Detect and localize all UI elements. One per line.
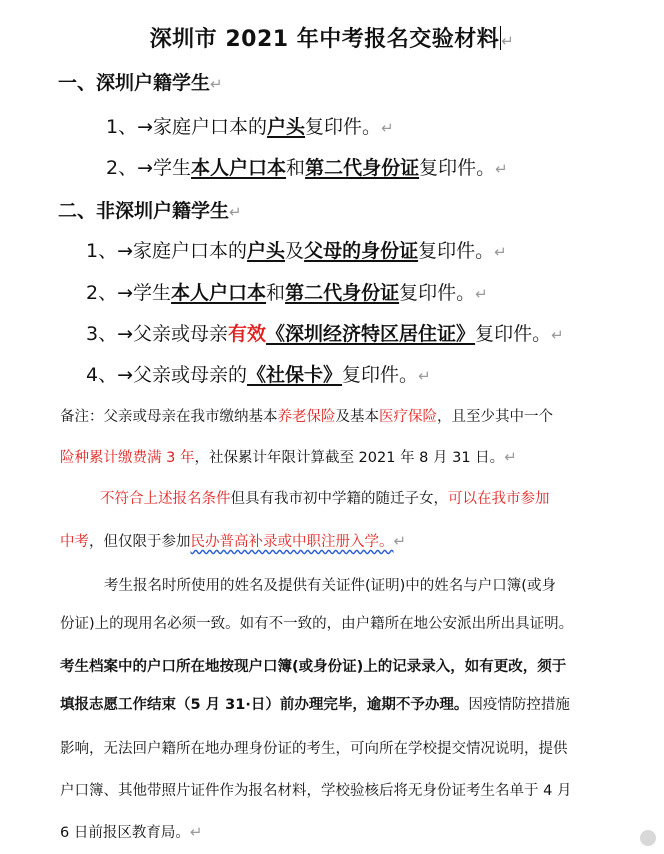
section1-item-1 (106, 112, 394, 139)
item-emphasis: 户头 (267, 116, 306, 138)
item-emphasis: 《深圳经济特区居住证》 (266, 323, 476, 345)
item-emphasis: 本人户口本 (171, 282, 267, 304)
para-text: 因疫情防控措施 (468, 697, 570, 713)
para-line-7 (60, 821, 202, 842)
document-title (0, 22, 664, 53)
para-bold-text: 日）前办理完毕，逾期不予办理。 (250, 697, 469, 713)
note-text: ，且至少其中一个 (437, 409, 553, 425)
paragraph-mark: ↵ (495, 160, 508, 178)
note-red-text: 中考 (60, 534, 89, 550)
tab-arrow: → (117, 323, 134, 345)
paragraph-mark: ↵ (551, 326, 564, 344)
paragraph-mark: ↵ (501, 32, 515, 50)
item-number: 2、 (106, 157, 138, 179)
section2-heading (58, 196, 242, 223)
note-red-text: 可以在我市参加 (448, 491, 550, 507)
item-text: 和 (266, 282, 286, 304)
tab-arrow: → (137, 157, 154, 179)
note-label: 备注： (60, 409, 104, 425)
item-text: 复印件。 (418, 240, 495, 262)
note-line-2 (60, 446, 517, 467)
tab-arrow: → (117, 282, 134, 304)
watermark-logo-icon (640, 830, 656, 846)
item-text: 复印件。 (419, 157, 496, 179)
paragraph-mark: ↵ (494, 243, 507, 261)
paragraph-mark: ↵ (189, 823, 203, 841)
item-emphasis: 第二代身份证 (305, 157, 420, 179)
section2-item-4 (86, 360, 431, 387)
item-text: 学生 (153, 157, 192, 179)
note-text: 父亲或母亲在我市缴纳基本 (103, 409, 278, 425)
watermark (640, 830, 656, 846)
note-red-text: 民办普高补录或中职注册入学。 (190, 534, 394, 550)
note-text: 但具有我市初中学籍的随迁子女， (230, 491, 448, 507)
item-text: 复印件。 (305, 116, 382, 138)
item-text: 复印件。 (399, 282, 476, 304)
item-emphasis: 户头 (247, 240, 286, 262)
note-line-3 (100, 487, 550, 508)
title-text: 深圳市 2021 年中考报名交验材料 (149, 27, 500, 52)
item-number: 1、 (86, 240, 118, 262)
item-emphasis: 本人户口本 (191, 157, 287, 179)
paragraph-mark: ↵ (381, 119, 394, 137)
item-text: 父亲或母亲 (133, 323, 229, 345)
note-text: 及基本 (335, 409, 379, 425)
tab-arrow: → (117, 364, 134, 386)
paragraph-mark: ↵ (229, 203, 242, 221)
item-number: 1、 (106, 116, 138, 138)
item-emphasis: 第二代身份证 (285, 282, 400, 304)
paragraph-mark: ↵ (210, 75, 223, 93)
note-line-1 (60, 405, 553, 426)
item-red-emphasis: 有效 (228, 323, 267, 345)
para-line-5: 影响，无法回户籍所在地办理身份证的考生，可向所在学校提交情况说明，提供 (60, 741, 568, 757)
para-text: 6 日前报区教育局。 (60, 825, 190, 841)
item-text: 和 (286, 157, 306, 179)
tab-arrow: → (137, 116, 154, 138)
item-text: 学生 (133, 282, 172, 304)
para-line-1: 考生报名时所使用的姓名及提供有关证件(证明)中的姓名与户口簿(或身 (104, 578, 556, 594)
para-line-3: 考生档案中的户口所在地按现户口簿(或身份证)上的记录录入，如有更改，须于 (60, 659, 567, 675)
item-text: 复印件。 (342, 364, 419, 386)
item-text: 家庭户口本的 (133, 240, 248, 262)
paragraph-mark: ↵ (475, 285, 488, 303)
note-red-text: 养老保险 (277, 409, 336, 425)
section2-heading-text: 二、非深圳户籍学生 (58, 200, 230, 222)
note-text: ，但仅限于参加 (89, 534, 191, 550)
note-red-text: 医疗保险 (379, 409, 437, 425)
section2-item-1 (86, 236, 507, 263)
item-number: 2、 (86, 282, 118, 304)
item-emphasis: 父母的身份证 (304, 240, 419, 262)
item-emphasis: 《社保卡》 (247, 364, 343, 386)
section1-heading (58, 68, 223, 95)
paragraph-mark: ↵ (504, 448, 517, 466)
section2-item-3 (86, 319, 564, 346)
note-text: ，社保累计年限计算截至 2021 年 8 月 31 日。 (194, 450, 505, 466)
item-text: 父亲或母亲的 (133, 364, 248, 386)
item-number: 3、 (86, 323, 118, 345)
section2-item-2 (86, 278, 488, 305)
tab-arrow: → (117, 240, 134, 262)
paragraph-mark: ↵ (393, 532, 407, 550)
note-red-text: 不符合上述报名条件 (100, 491, 231, 507)
note-red-text: 险种累计缴费满 3 年 (60, 450, 195, 466)
item-text: 及 (285, 240, 305, 262)
para-bold-text: 填报志愿工作结束（5 月 31 (60, 697, 246, 713)
para-line-4: 填报志愿工作结束（5 月 31·日）前办理完毕，逾期不予办理。因疫情防控措施 (60, 697, 570, 713)
item-text: 家庭户口本的 (153, 116, 268, 138)
item-text: 复印件。 (475, 323, 552, 345)
section1-heading-text: 一、深圳户籍学生 (58, 72, 211, 94)
para-line-2: 份证)上的现用名必须一致。如有不一致的，由户籍所在地公安派出所出具证明。 (60, 616, 574, 632)
para-line-6: 户口簿、其他带照片证件作为报名材料，学校验核后将无身份证考生名单于 4 月 (60, 783, 572, 799)
section1-item-2 (106, 153, 508, 180)
item-number: 4、 (86, 364, 118, 386)
paragraph-mark: ↵ (418, 367, 431, 385)
note-line-4 (60, 530, 406, 551)
